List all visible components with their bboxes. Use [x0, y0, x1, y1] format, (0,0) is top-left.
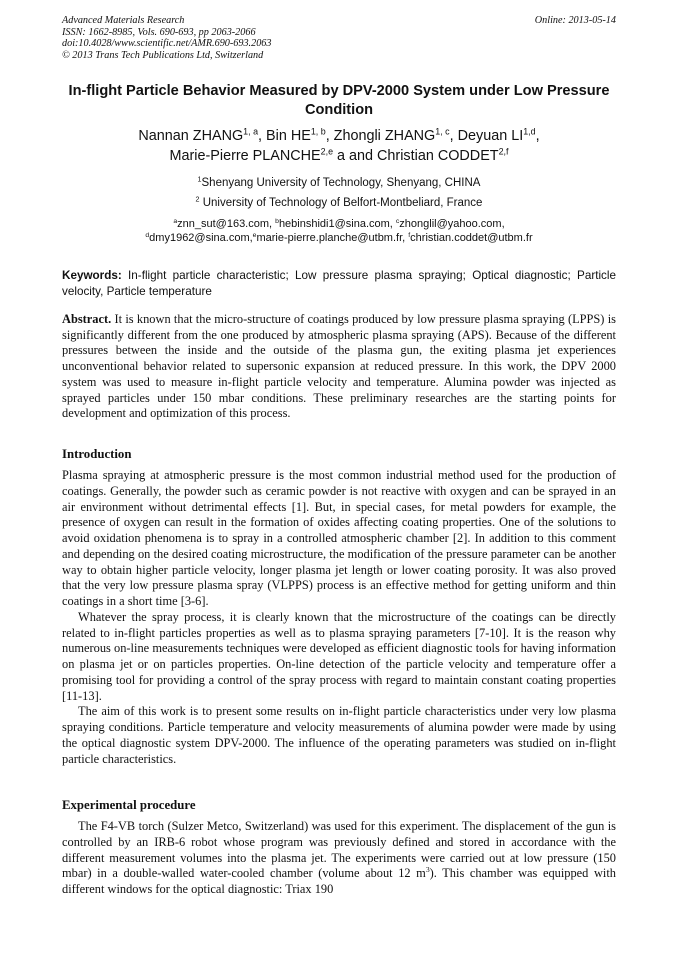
keywords-text: In-flight particle characteristic; Low pressure plasma spraying; Optical diagnostic; Particle velocity, Particle temperature: [62, 269, 616, 298]
email-link[interactable]: christian.coddet@utbm.fr: [410, 232, 533, 244]
author-affil-mark: 1, a: [243, 126, 259, 137]
author-line-1: [62, 127, 616, 147]
author-list: [62, 127, 616, 166]
email-link[interactable]: znn_sut@163.com,: [177, 218, 276, 230]
author-affil-mark: 1,d: [523, 126, 536, 137]
paragraph-text: The F4-VB torch (Sulzer Metco, Switzerland) was used for this experiment. The displacement of the gun is controlled by an IRB-6 robot whose program was previously defined and stored in accordance with the different measurement volumes into the plasma jet. The experiments were carried out at low pressure (150 mbar) in a double-walled water-cooled chamber (volume about 12 m: [62, 819, 616, 881]
author-name: , Zhongli ZHANG: [325, 128, 436, 144]
author-affil-mark: 2,e: [320, 145, 334, 156]
affiliation-mark: 2: [195, 195, 200, 204]
email-mark: a: [173, 217, 178, 225]
experimental-body: [62, 819, 616, 898]
author-affil-mark: 2,f: [498, 145, 509, 156]
author-line-2: [62, 147, 616, 167]
author-name: a and Christian CODDET: [333, 147, 499, 164]
author-name: , Deyuan LI: [449, 128, 524, 144]
doi-line: doi:10.4028/www.scientific.net/AMR.690-693.2063: [62, 38, 272, 50]
email-line-2: [62, 231, 616, 245]
author-emails: [62, 217, 616, 245]
affiliation-mark: 1: [197, 175, 202, 184]
paragraph: The aim of this work is to present some results on in-flight particle characteristics under very low plasma spraying conditions. Particle temperature and velocity measurements of alumina powder were made by using the optical diagnostic system DPV-2000. The influence of the operating parameters was studied on in-flight particle characteristics.: [62, 704, 616, 766]
email-mark: e: [252, 231, 257, 239]
email-link[interactable]: zhonglil@yahoo.com,: [399, 218, 505, 230]
section-heading-introduction: Introduction: [62, 447, 132, 461]
author-name: , Bin HE: [258, 128, 311, 144]
email-mark: f: [408, 231, 411, 239]
journal-name: Advanced Materials Research: [62, 15, 185, 26]
affiliation-text: University of Technology of Belfort-Montbeliard, France: [199, 197, 483, 209]
paragraph: Plasma spraying at atmospheric pressure is the most common industrial method used for the production of coatings. Generally, the powder such as ceramic powder is not reactive with oxygen and can be sprayed in an air environment without detrimental effects [1]. But, in special cases, for metal powders for example, the presence of oxygen can result in the formation of oxides affecting coating properties. One of the solutions to avoid oxidation phenomena is to spray in a controlled atmospheric chamber [2]. In addition to this comment and depending on the desired coating microstructure, the modification of the pressure parameter can be another way to obtain higher particle velocity, longer plasma jet length or lower coating porosity. It was also proved that the very low pressure plasma spray (VLPPS) process is an effective method for getting uniform and thin coatings in a short time [3-6].: [62, 468, 616, 608]
email-mark: c: [395, 217, 400, 225]
online-date: Online: 2013-05-14: [534, 15, 616, 26]
author-name: Nannan ZHANG: [138, 128, 244, 144]
email-line-1: [62, 217, 616, 231]
email-mark: d: [145, 231, 150, 239]
keywords-label: Keywords:: [62, 269, 122, 282]
author-affil-mark: 1, b: [310, 126, 326, 137]
paragraph: [62, 819, 616, 898]
copyright-line: © 2013 Trans Tech Publications Ltd, Switzerland: [62, 49, 264, 61]
author-affil-mark: 1, c: [435, 126, 450, 137]
email-mark: b: [275, 217, 279, 225]
paragraph-text: ). This chamber was equipped with different windows for the optical diagnostic: Triax 190: [62, 866, 616, 896]
abstract-label: Abstract.: [62, 312, 112, 326]
abstract-text: It is known that the micro-structure of coatings produced by low pressure plasma spraying (LPPS) is significantly different from the one produced by atmospheric plasma spraying (APS). Because of the different pressures between the inside and the outside of the plasma gun, the exiting plasma jet experiences unconventional behavior related to supersonic expansion at reduced pressure. In this work, the DPV 2000 system was used to measure in-flight particle velocity and temperature. Alumina powder was injected as sprayed particles under 150 mbar conditions. These preliminary researches are the starting points for development and optimization of this process.: [62, 312, 616, 421]
abstract-block: [62, 312, 616, 422]
email-link[interactable]: marie-pierre.planche@utbm.fr,: [256, 232, 409, 244]
section-heading-experimental: Experimental procedure: [62, 798, 196, 812]
author-name: Marie-Pierre PLANCHE: [169, 147, 321, 164]
journal-header: [62, 15, 616, 61]
introduction-body: [62, 468, 616, 767]
unit-exponent: 3: [425, 865, 430, 875]
author-separator: ,: [535, 128, 540, 144]
issn-line: ISSN: 1662-8985, Vols. 690-693, pp 2063-2066: [62, 26, 256, 38]
keywords-block: [62, 268, 616, 299]
email-link[interactable]: dmy1962@sina.com,: [149, 232, 253, 244]
email-link[interactable]: hebinshidi1@sina.com,: [278, 218, 396, 230]
affiliation-text: Shenyang University of Technology, Shenyang, CHINA: [201, 177, 481, 189]
paper-title: In-flight Particle Behavior Measured by DPV-2000 System under Low Pressure Condition: [68, 83, 610, 118]
affiliation-1: [62, 176, 616, 190]
paragraph: Whatever the spray process, it is clearly known that the microstructure of the coatings can be directly related to in-flight particles properties as well as to plasma spraying parameters [7-10]. It is the reason why numerous on-line measurements techniques were developed as efficient diagnostic tools for having information on plasma jet or on particles properties. On-line detection of the particle velocity and temperature offer a promising tool for providing a control of the spray process with regard to maintain constant coating properties [11-13].: [62, 609, 616, 703]
affiliation-2: [62, 196, 616, 210]
